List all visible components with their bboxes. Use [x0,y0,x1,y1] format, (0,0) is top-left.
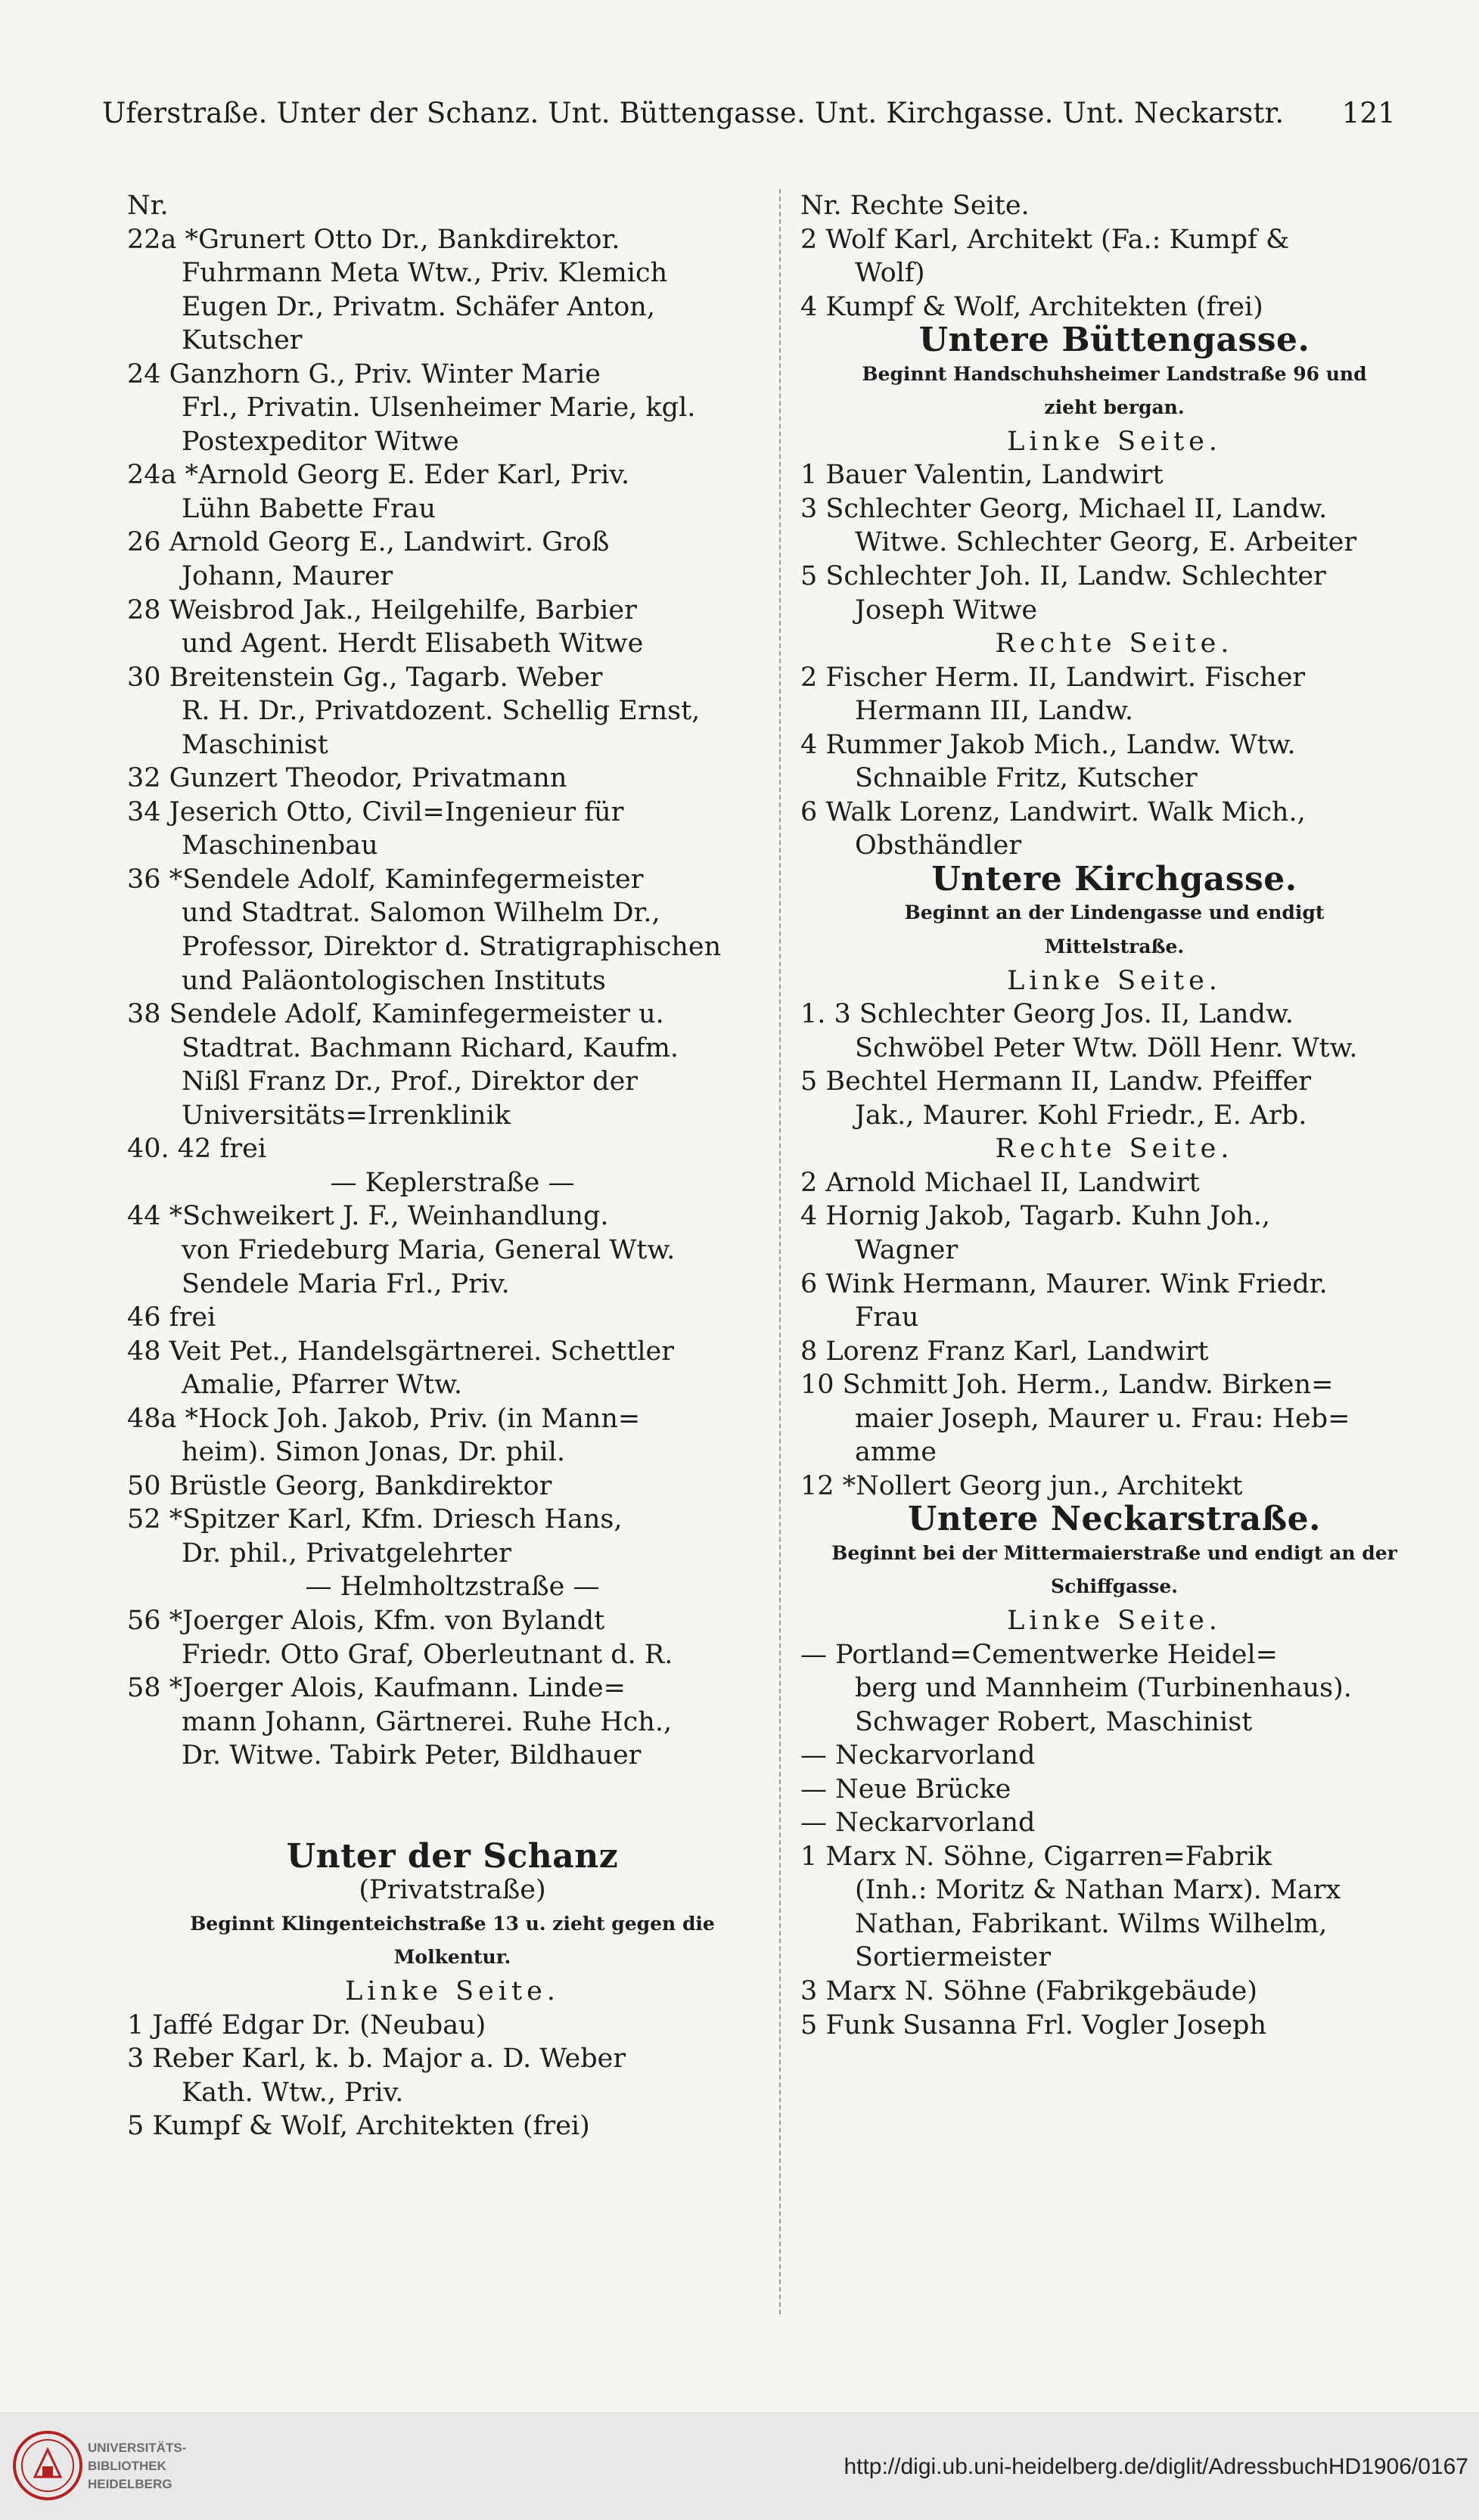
directory-entry-line: 38 Sendele Adolf, Kaminfegermeister u. [127,999,664,1030]
directory-entry-line: Wagner [855,1234,959,1265]
directory-entry-line: Obsthändler [855,830,1022,861]
directory-entry-line: 26 Arnold Georg E., Landwirt. Groß [127,527,610,558]
left-column [127,189,778,2143]
side-heading: Rechte Seite. [995,628,1234,659]
directory-entry-line: Nathan, Fabrikant. Wilms Wilhelm, [855,1908,1328,1939]
directory-entry-line: amme [855,1437,937,1468]
directory-entry-line: und Agent. Herdt Elisabeth Witwe [182,628,644,659]
directory-entry-line: 40. 42 frei [127,1134,267,1165]
directory-entry-line: 28 Weisbrod Jak., Heilgehilfe, Barbier [127,594,637,625]
directory-entry-line: 10 Schmitt Joh. Herm., Landw. Birken= [800,1370,1334,1401]
footer-bar [0,2413,1479,2520]
directory-entry-line: 6 Wink Hermann, Maurer. Wink Friedr. [800,1268,1328,1299]
directory-entry-line: — Portland=Cementwerke Heidel= [800,1639,1278,1670]
directory-entry-line: — Keplerstraße — [330,1167,575,1198]
directory-entry-line: 12 *Nollert Georg jun., Architekt [800,1470,1243,1501]
directory-entry-line: Sortiermeister [855,1942,1052,1973]
directory-entry-line: 46 frei [127,1302,216,1333]
directory-entry-line: von Friedeburg Maria, General Wtw. [182,1234,676,1265]
directory-entry-line: maier Joseph, Maurer u. Frau: Heb= [855,1403,1350,1434]
directory-entry-line: 3 Marx N. Söhne (Fabrikgebäude) [800,1975,1257,2006]
directory-entry-line: 1 Bauer Valentin, Landwirt [800,460,1164,491]
directory-entry-line: 5 Bechtel Hermann II, Landw. Pfeiffer [800,1066,1312,1097]
directory-entry-line: heim). Simon Jonas, Dr. phil. [182,1437,566,1468]
directory-entry-line: Schnaible Fritz, Kutscher [855,763,1198,794]
side-heading: Linke Seite. [1007,1605,1222,1636]
right-column [800,189,1428,2042]
directory-entry-line: Nr. Rechte Seite. [800,191,1030,221]
directory-entry-line: Kutscher [182,325,303,356]
directory-entry-line: 22a *Grunert Otto Dr., Bankdirektor. [127,224,620,255]
directory-entry-line: Amalie, Pfarrer Wtw. [182,1370,463,1401]
directory-entry-line: (Privatstraße) [359,1875,546,1906]
column-divider [779,189,781,2314]
side-heading: Rechte Seite. [995,1134,1234,1165]
street-description: Beginnt Handschuhsheimer Landstraße 96 und [862,362,1367,385]
directory-entry-line: Lühn Babette Frau [182,493,437,524]
directory-entry-line: mann Johann, Gärtnerei. Ruhe Hch., [182,1706,673,1737]
directory-entry-line: 30 Breitenstein Gg., Tagarb. Weber [127,662,603,693]
directory-entry-line: Sendele Maria Frl., Priv. [182,1268,510,1299]
street-heading: Untere Neckarstraße. [908,1500,1321,1539]
street-description: zieht bergan. [1044,396,1185,419]
directory-entry-line: 24 Ganzhorn G., Priv. Winter Marie [127,358,601,389]
directory-entry-line: Wolf) [855,258,925,289]
directory-entry-line: Professor, Direktor d. Stratigraphischen [182,932,722,963]
directory-entry-line: Witwe. Schlechter Georg, E. Arbeiter [855,527,1357,558]
spacer [127,1806,778,1840]
library-name [88,2439,186,2494]
street-description: Molkentur. [393,1946,511,1969]
directory-entry-line: Universitäts=Irrenklinik [182,1100,511,1131]
side-heading: Linke Seite. [345,1975,560,2006]
directory-entry-line: 32 Gunzert Theodor, Privatmann [127,763,567,794]
running-head [102,89,1396,142]
directory-entry-line: — Helmholtzstraße — [305,1572,600,1603]
directory-entry-line: (Inh.: Moritz & Nathan Marx). Marx [855,1875,1341,1906]
directory-entry-line: 48 Veit Pet., Handelsgärtnerei. Schettler [127,1336,674,1367]
directory-entry-line: 8 Lorenz Franz Karl, Landwirt [800,1336,1209,1367]
directory-entry-line: 56 *Joerger Alois, Kfm. von Bylandt [127,1605,605,1636]
directory-entry-line: Frau [855,1302,919,1333]
library-name-line: BIBLIOTHEK [88,2459,166,2473]
directory-entry-line: 44 *Schweikert J. F., Weinhandlung. [127,1201,609,1232]
street-description: Mittelstraße. [1044,936,1185,958]
directory-entry-line: und Stadtrat. Salomon Wilhelm Dr., [182,898,660,929]
directory-entry-line: 48a *Hock Joh. Jakob, Priv. (in Mann= [127,1403,641,1434]
street-description: Beginnt Klingenteichstraße 13 u. zieht gegen die [190,1912,715,1935]
directory-entry-line: Maschinenbau [182,830,378,861]
directory-entry-line: 2 Fischer Herm. II, Landwirt. Fischer [800,662,1306,693]
university-library-seal-icon [12,2430,83,2501]
street-description: Schiffgasse. [1051,1575,1178,1598]
directory-entry-line: und Paläontologischen Instituts [182,965,606,996]
street-description: Beginnt bei der Mittermaierstraße und endigt an der [831,1541,1397,1564]
directory-entry-line: 5 Kumpf & Wolf, Architekten (frei) [127,2111,590,2142]
directory-entry-line: 1 Jaffé Edgar Dr. (Neubau) [127,2009,486,2041]
directory-entry-line: Dr. phil., Privatgelehrter [182,1538,511,1569]
directory-entry-line: 36 *Sendele Adolf, Kaminfegermeister [127,864,644,895]
directory-entry-line: 24a *Arnold Georg E. Eder Karl, Priv. [127,460,630,491]
directory-entry-line: Nr. [127,191,169,221]
directory-entry-line: berg und Mannheim (Turbinenhaus). [855,1673,1352,1704]
directory-entry-line: Friedr. Otto Graf, Oberleutnant d. R. [182,1639,673,1670]
directory-entry-line: 5 Funk Susanna Frl. Vogler Joseph [800,2009,1267,2041]
directory-entry-line: Nißl Franz Dr., Prof., Direktor der [182,1066,639,1097]
directory-entry-line: — Neckarvorland [800,1740,1036,1771]
street-heading: Untere Kirchgasse. [931,859,1297,898]
directory-entry-line: Postexpeditor Witwe [182,426,459,457]
directory-entry-line: 4 Hornig Jakob, Tagarb. Kuhn Joh., [800,1201,1270,1232]
page-number: 121 [1341,97,1396,129]
directory-entry-line: Eugen Dr., Privatm. Schäfer Anton, [182,291,655,322]
spacer [127,1773,778,1807]
directory-entry-line: 58 *Joerger Alois, Kaufmann. Linde= [127,1673,626,1704]
directory-entry-line: 34 Jeserich Otto, Civil=Ingenieur für [127,796,624,827]
directory-entry-line: Kath. Wtw., Priv. [182,2077,404,2108]
side-heading: Linke Seite. [1007,965,1222,996]
directory-entry-line: 1. 3 Schlechter Georg Jos. II, Landw. [800,999,1294,1030]
directory-entry-line: 4 Rummer Jakob Mich., Landw. Wtw. [800,729,1296,760]
directory-entry-line: 5 Schlechter Joh. II, Landw. Schlechter [800,561,1326,592]
directory-entry-line: Fuhrmann Meta Wtw., Priv. Klemich [182,258,668,289]
directory-entry-line: — Neue Brücke [800,1774,1011,1805]
directory-entry-line: Stadtrat. Bachmann Richard, Kaufm. [182,1032,679,1063]
directory-entry-line: 2 Wolf Karl, Architekt (Fa.: Kumpf & [800,224,1290,255]
directory-entry-line: 3 Reber Karl, k. b. Major a. D. Weber [127,2044,626,2075]
directory-entry-line: Hermann III, Landw. [855,696,1133,727]
directory-entry-line: Joseph Witwe [855,594,1038,625]
directory-entry-line: Maschinist [182,729,328,760]
directory-entry-line: R. H. Dr., Privatdozent. Schellig Ernst, [182,696,701,727]
directory-entry-line: 6 Walk Lorenz, Landwirt. Walk Mich., [800,796,1306,827]
directory-entry-line: Schwager Robert, Maschinist [855,1706,1253,1737]
directory-entry-line: 52 *Spitzer Karl, Kfm. Driesch Hans, [127,1504,623,1535]
street-heading: Unter der Schanz [286,1836,619,1876]
page-title: Uferstraße. Unter der Schanz. Unt. Büttengasse. Unt. Kirchgasse. Unt. Neckarstr. [102,97,1285,129]
side-heading: Linke Seite. [1007,426,1222,457]
directory-entry-line: Dr. Witwe. Tabirk Peter, Bildhauer [182,1740,642,1771]
street-heading: Untere Büttengasse. [918,321,1310,360]
library-name-line: HEIDELBERG [88,2477,172,2491]
directory-entry-line: 2 Arnold Michael II, Landwirt [800,1167,1200,1198]
library-name-line: UNIVERSITÄTS- [88,2441,187,2455]
source-url[interactable]: http://digi.ub.uni-heidelberg.de/diglit/AdressbuchHD1906/0167 [844,2454,1468,2479]
directory-entry-line: 1 Marx N. Söhne, Cigarren=Fabrik [800,1841,1272,1872]
directory-entry-line: 3 Schlechter Georg, Michael II, Landw. [800,493,1328,524]
directory-entry-line: 4 Kumpf & Wolf, Architekten (frei) [800,291,1263,322]
directory-entry-line: Frl., Privatin. Ulsenheimer Marie, kgl. [182,393,696,424]
directory-entry-line: — Neckarvorland [800,1808,1036,1839]
directory-entry-line: Johann, Maurer [182,561,393,592]
street-description: Beginnt an der Lindengasse und endigt [904,902,1325,924]
directory-entry-line: 50 Brüstle Georg, Bankdirektor [127,1470,552,1501]
directory-entry-line: Jak., Maurer. Kohl Friedr., E. Arb. [855,1100,1307,1131]
directory-entry-line: Schwöbel Peter Wtw. Döll Henr. Wtw. [855,1032,1358,1063]
